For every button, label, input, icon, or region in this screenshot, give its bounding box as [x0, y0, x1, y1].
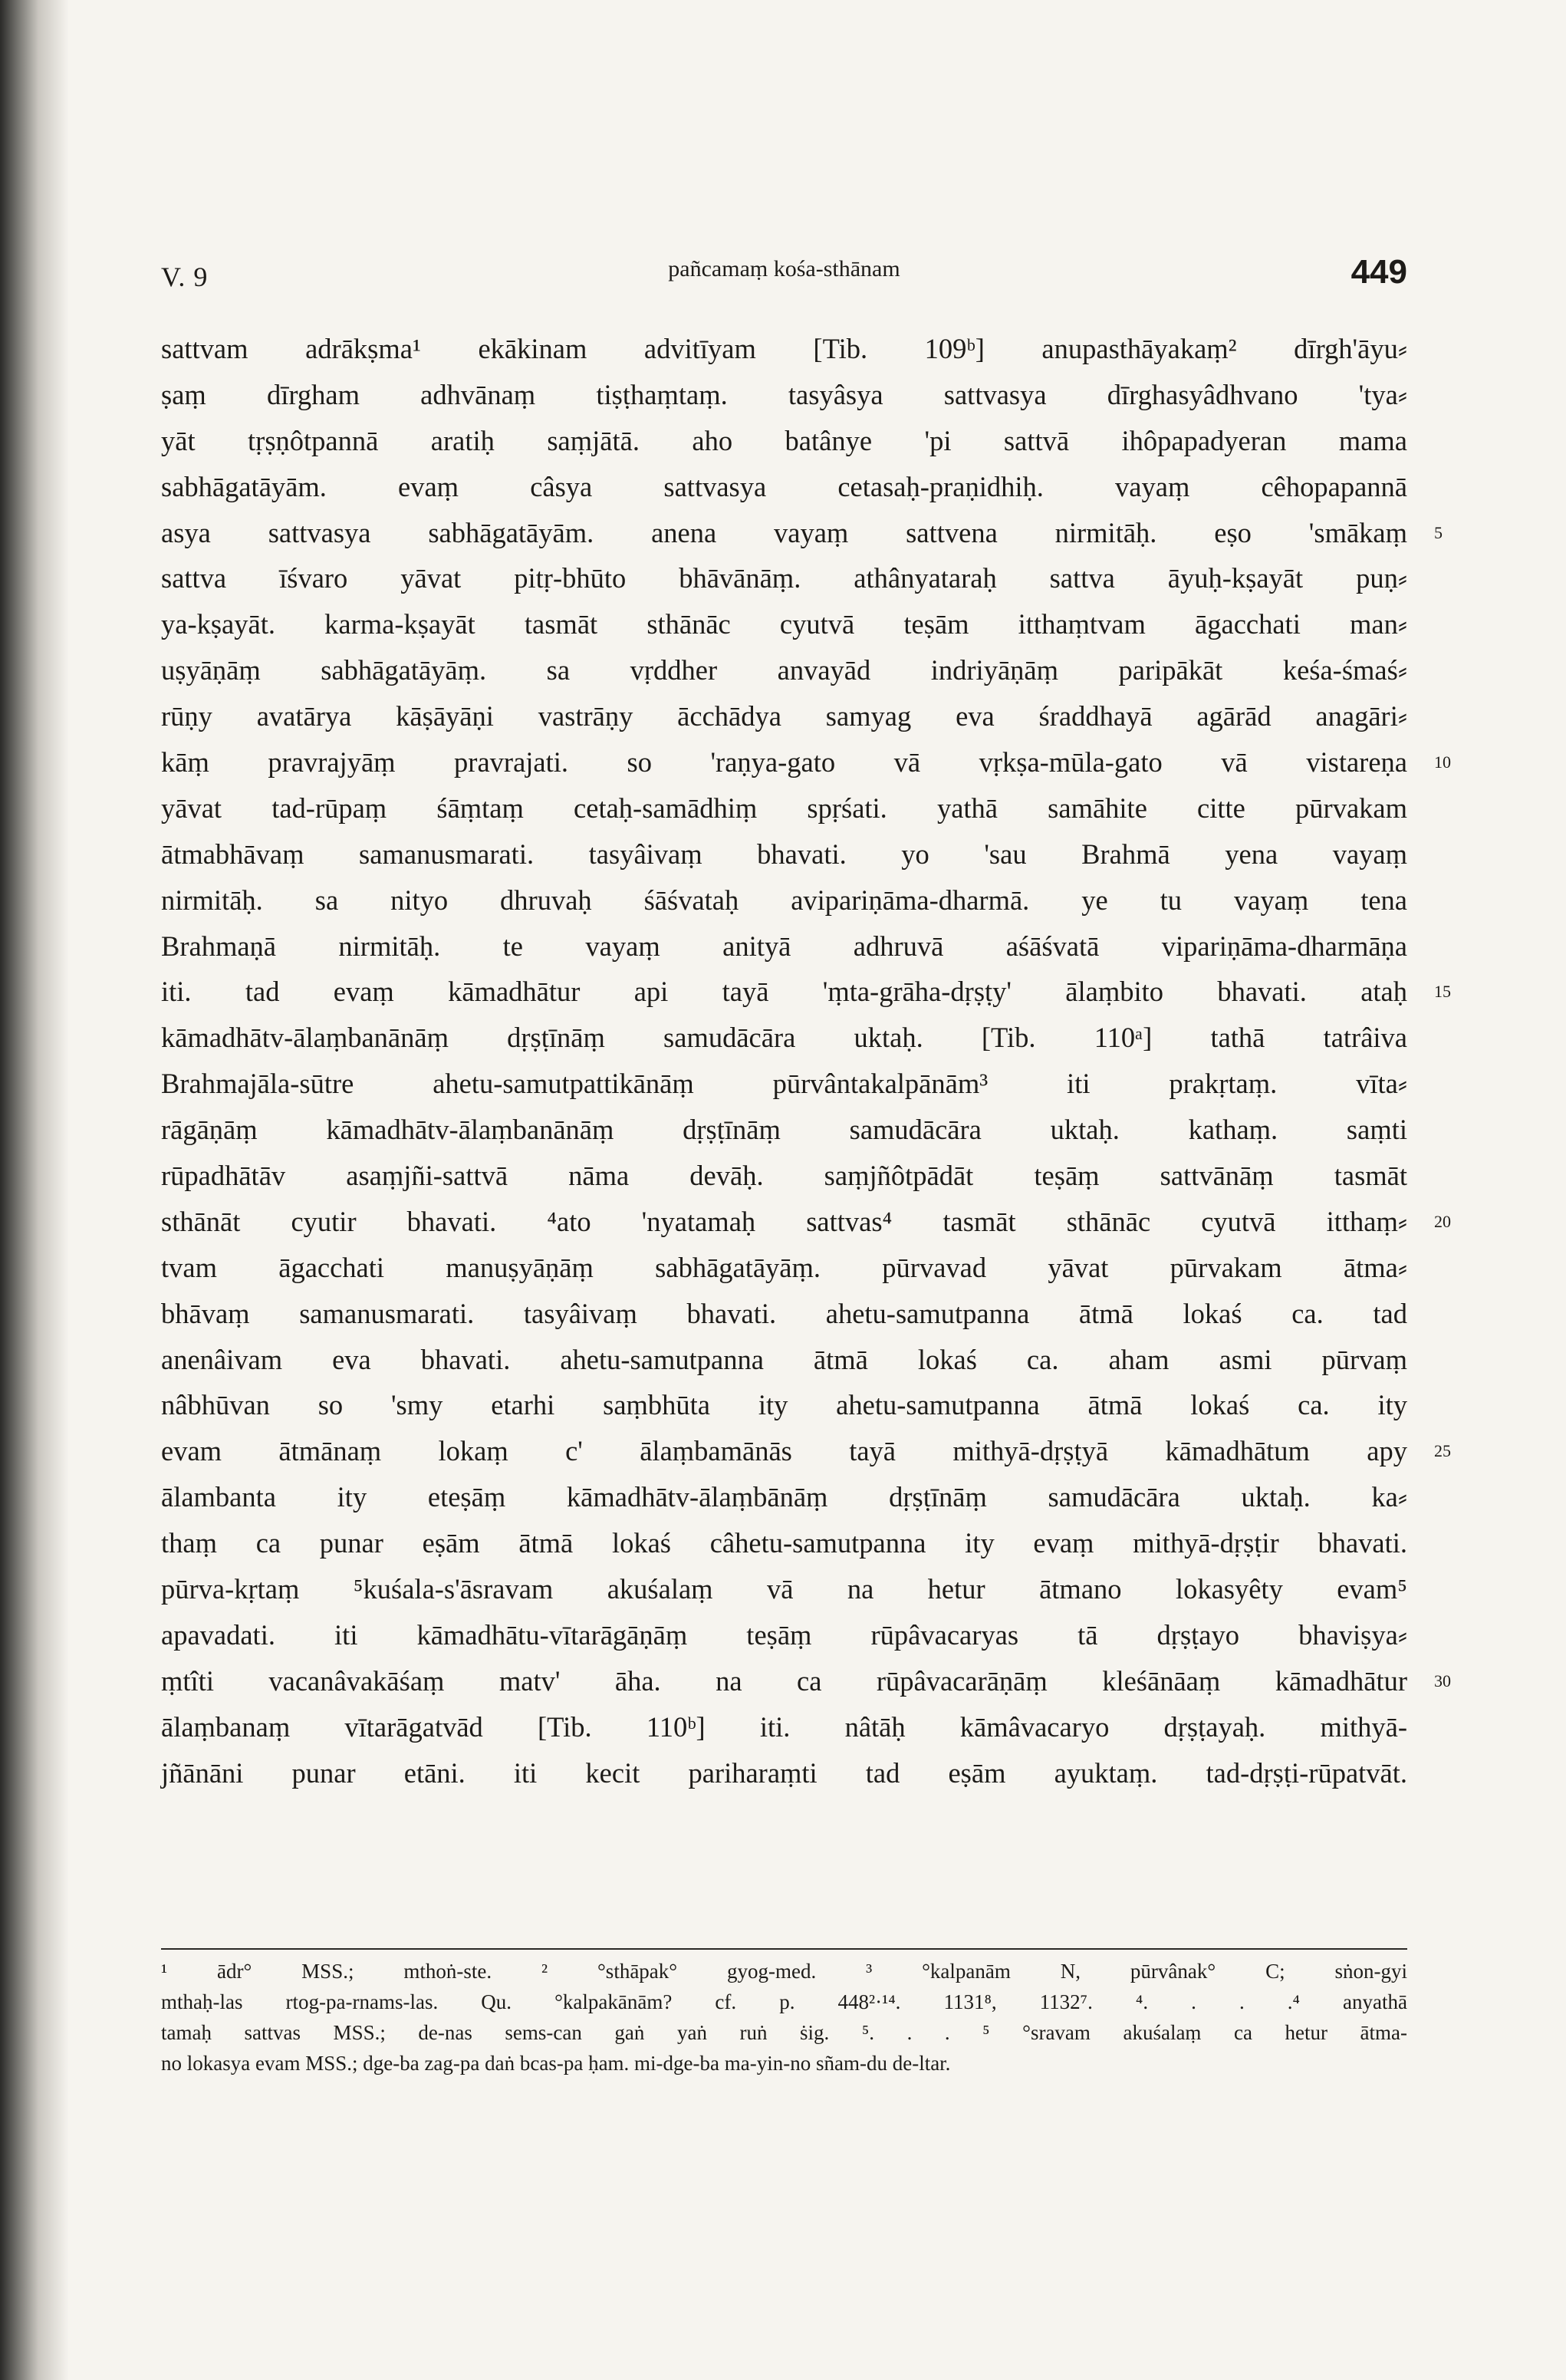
line-number: 30	[1434, 1671, 1451, 1690]
section-number: V. 9	[161, 262, 209, 292]
text-line	[161, 1474, 1407, 1520]
line-text: rūṇy avatārya kāṣāyāṇi vastrāṇy ācchādya samyag eva śraddhayā agārād anagāri⸗	[161, 700, 1407, 732]
text-line	[161, 464, 1407, 510]
page-number: 449	[1351, 253, 1407, 291]
text-line	[161, 693, 1407, 739]
line-text: rāgāṇāṃ kāmadhātv-ālaṃbanānāṃ dṛṣṭīnāṃ samudācāra uktaḥ. kathaṃ. saṃti	[161, 1114, 1407, 1146]
text-line	[161, 785, 1407, 831]
text-line	[161, 1153, 1407, 1199]
line-text: ṣaṃ dīrgham adhvānaṃ tiṣṭhaṃtaṃ. tasyâsya sattvasya dīrghasyâdhvano 'tya⸗	[161, 378, 1407, 410]
text-line	[161, 1658, 1451, 1704]
line-number: 25	[1434, 1441, 1451, 1461]
line-text: nâbhūvan so 'smy etarhi saṃbhūta ity ahetu-samutpanna ātmā lokaś ca. ity	[161, 1389, 1407, 1421]
text-line	[161, 831, 1407, 877]
text-line	[161, 510, 1443, 556]
line-text: evam ātmānaṃ lokaṃ c' ālaṃbamānās tayā mithyā-dṛṣṭyā kāmadhātum apy	[161, 1435, 1407, 1467]
text-line	[161, 1704, 1407, 1750]
line-text: jñānāni punar etāni. iti kecit pariharaṃti tad eṣām ayuktaṃ. tad-dṛṣṭi-rūpatvāt.	[161, 1756, 1407, 1789]
line-text: kāmadhātv-ālaṃbanānāṃ dṛṣṭīnāṃ samudācāra uktaḥ. [Tib. 110ᵃ] tathā tatrâiva	[161, 1022, 1407, 1054]
line-text: pūrva-kṛtaṃ ⁵kuśala-s'āsravam akuśalaṃ vā na hetur ātmano lokasyêty evam⁵	[161, 1573, 1407, 1605]
text-line	[161, 1199, 1451, 1245]
line-text: sabhāgatāyām. evaṃ câsya sattvasya cetasaḥ-praṇidhiḥ. vayaṃ cêhopapannā	[161, 470, 1407, 502]
text-line	[161, 923, 1407, 969]
line-text: tvam āgacchati manuṣyāṇāṃ sabhāgatāyāṃ. pūrvavad yāvat pūrvakam ātma⸗	[161, 1251, 1407, 1283]
text-line	[161, 877, 1407, 923]
text-line	[161, 418, 1407, 464]
line-text: yāt tṛṣṇôtpannā aratiḥ saṃjātā. aho batânye 'pi sattvā ihôpapadyeran mama	[161, 424, 1407, 456]
text-line	[161, 1566, 1407, 1612]
text-line	[161, 1107, 1407, 1153]
line-text: anenâivam eva bhavati. ahetu-samutpanna ātmā lokaś ca. aham asmi pūrvaṃ	[161, 1343, 1407, 1375]
text-line	[161, 1337, 1407, 1383]
line-text: ya-kṣayāt. karma-kṣayāt tasmāt sthānāc cyutvā teṣām itthaṃtvam āgacchati man⸗	[161, 608, 1407, 640]
page-header	[161, 253, 1407, 314]
text-line	[161, 1520, 1407, 1566]
text-line	[161, 1428, 1451, 1474]
line-text: bhāvaṃ samanusmarati. tasyâivaṃ bhavati. ahetu-samutpanna ātmā lokaś ca. tad	[161, 1297, 1407, 1329]
text-line	[161, 601, 1407, 647]
text-line	[161, 1015, 1407, 1061]
line-number: 15	[1434, 982, 1451, 1002]
line-text: yāvat tad-rūpaṃ śāṃtaṃ cetaḥ-samādhiṃ spṛśati. yathā samāhite citte pūrvakam	[161, 792, 1407, 824]
text-line	[161, 739, 1451, 785]
line-number: 20	[1434, 1211, 1451, 1231]
line-text: asya sattvasya sabhāgatāyām. anena vayaṃ sattvena nirmitāḥ. eṣo 'smākaṃ	[161, 516, 1407, 548]
footnotes	[161, 1948, 1407, 2079]
text-line	[161, 647, 1407, 693]
scan-edge-shadow	[0, 0, 69, 2380]
line-text: Brahmajāla-sūtre ahetu-samutpattikānāṃ pūrvântakalpānām³ iti prakṛtaṃ. vīta⸗	[161, 1068, 1407, 1100]
line-text: nirmitāḥ. sa nityo dhruvaḥ śāśvataḥ avipariṇāma-dharmā. ye tu vayaṃ tena	[161, 884, 1407, 916]
line-text: kāṃ pravrajyāṃ pravrajati. so 'raṇya-gato vā vṛkṣa-mūla-gato vā vistareṇa	[161, 746, 1407, 779]
line-text: ālaṃbanaṃ vītarāgatvād [Tib. 110ᵇ] iti. nâtāḥ kāmâvacaryo dṛṣṭayaḥ. mithyā-	[161, 1710, 1407, 1743]
line-text: sattvam adrākṣma¹ ekākinam advitīyam [Tib. 109ᵇ] anupasthāyakaṃ² dīrgh'āyu⸗	[161, 333, 1407, 364]
text-line	[161, 1612, 1407, 1658]
line-text: ātmabhāvaṃ samanusmarati. tasyâivaṃ bhavati. yo 'sau Brahmā yena vayaṃ	[161, 838, 1407, 870]
line-number: 10	[1434, 752, 1451, 772]
text-line	[161, 1382, 1407, 1428]
text-line	[161, 1750, 1407, 1796]
line-text: Brahmaṇā nirmitāḥ. te vayaṃ anityā adhruvā aśāśvatā vipariṇāma-dharmāṇa	[161, 930, 1407, 962]
line-text: iti. tad evaṃ kāmadhātur api tayā 'ṃta-grāha-dṛṣṭy' ālaṃbito bhavati. ataḥ	[161, 976, 1407, 1008]
text-line	[161, 372, 1407, 418]
text-line	[161, 969, 1451, 1015]
line-text: ālambanta ity eteṣāṃ kāmadhātv-ālaṃbānāṃ dṛṣṭīnāṃ samudācāra uktaḥ. ka⸗	[161, 1481, 1407, 1513]
text-line	[161, 1291, 1407, 1337]
line-text: ṃtîti vacanâvakāśaṃ matv' āha. na ca rūpâvacarāṇāṃ kleśānāaṃ kāmadhātur	[161, 1664, 1407, 1697]
text-line	[161, 326, 1407, 372]
line-text: sattva īśvaro yāvat pitṛ-bhūto bhāvānāṃ. athânyataraḥ sattva āyuḥ-kṣayāt puṇ⸗	[161, 562, 1407, 594]
line-text: thaṃ ca punar eṣām ātmā lokaś câhetu-samutpanna ity evaṃ mithyā-dṛṣṭir bhavati.	[161, 1527, 1407, 1559]
footnote-line: mthaḥ-las rtog-pa-rnams-las. Qu. °kalpakānām? cf. p. 448²·¹⁴. 1131⁸, 1132⁷. ⁴. . . .⁴ anyathā	[161, 1990, 1407, 2013]
text-line	[161, 1245, 1407, 1291]
line-number: 5	[1434, 522, 1443, 542]
line-text: uṣyāṇāṃ sabhāgatāyāṃ. sa vṛddher anvayād indriyāṇāṃ paripākāt keśa-śmaś⸗	[161, 654, 1407, 686]
text-line	[161, 555, 1407, 601]
main-text	[161, 326, 1451, 1796]
text-line	[161, 1061, 1407, 1107]
running-title: pañcamaṃ kośa-sthānam	[668, 256, 900, 281]
line-text: apavadati. iti kāmadhātu-vītarāgāṇāṃ teṣāṃ rūpâvacaryas tā dṛṣṭayo bhaviṣya⸗	[161, 1618, 1407, 1651]
footnote-line: tamaḥ sattvas MSS.; de-nas sems-can gaṅ yaṅ ruṅ ṡig. ⁵. . . ⁵ °sravam akuśalaṃ ca hetur ātma-	[161, 2021, 1407, 2044]
line-text: sthānāt cyutir bhavati. ⁴ato 'nyatamaḥ sattvas⁴ tasmāt sthānāc cyutvā itthaṃ⸗	[161, 1205, 1407, 1237]
footnote-line: no lokasya evam MSS.; dge-ba zag-pa daṅ bcas-pa ḥam. mi-dge-ba ma-yin-no sñam-du de-ltar.	[161, 2052, 951, 2075]
line-text: rūpadhātāv asaṃjñi-sattvā nāma devāḥ. saṃjñôtpādāt teṣāṃ sattvānāṃ tasmāt	[161, 1160, 1407, 1192]
footnote-line: ¹ ādr° MSS.; mthoṅ-ste. ² °sthāpak° gyog-med. ³ °kalpanām N, pūrvânak° C; sṅon-gyi	[161, 1960, 1407, 1983]
